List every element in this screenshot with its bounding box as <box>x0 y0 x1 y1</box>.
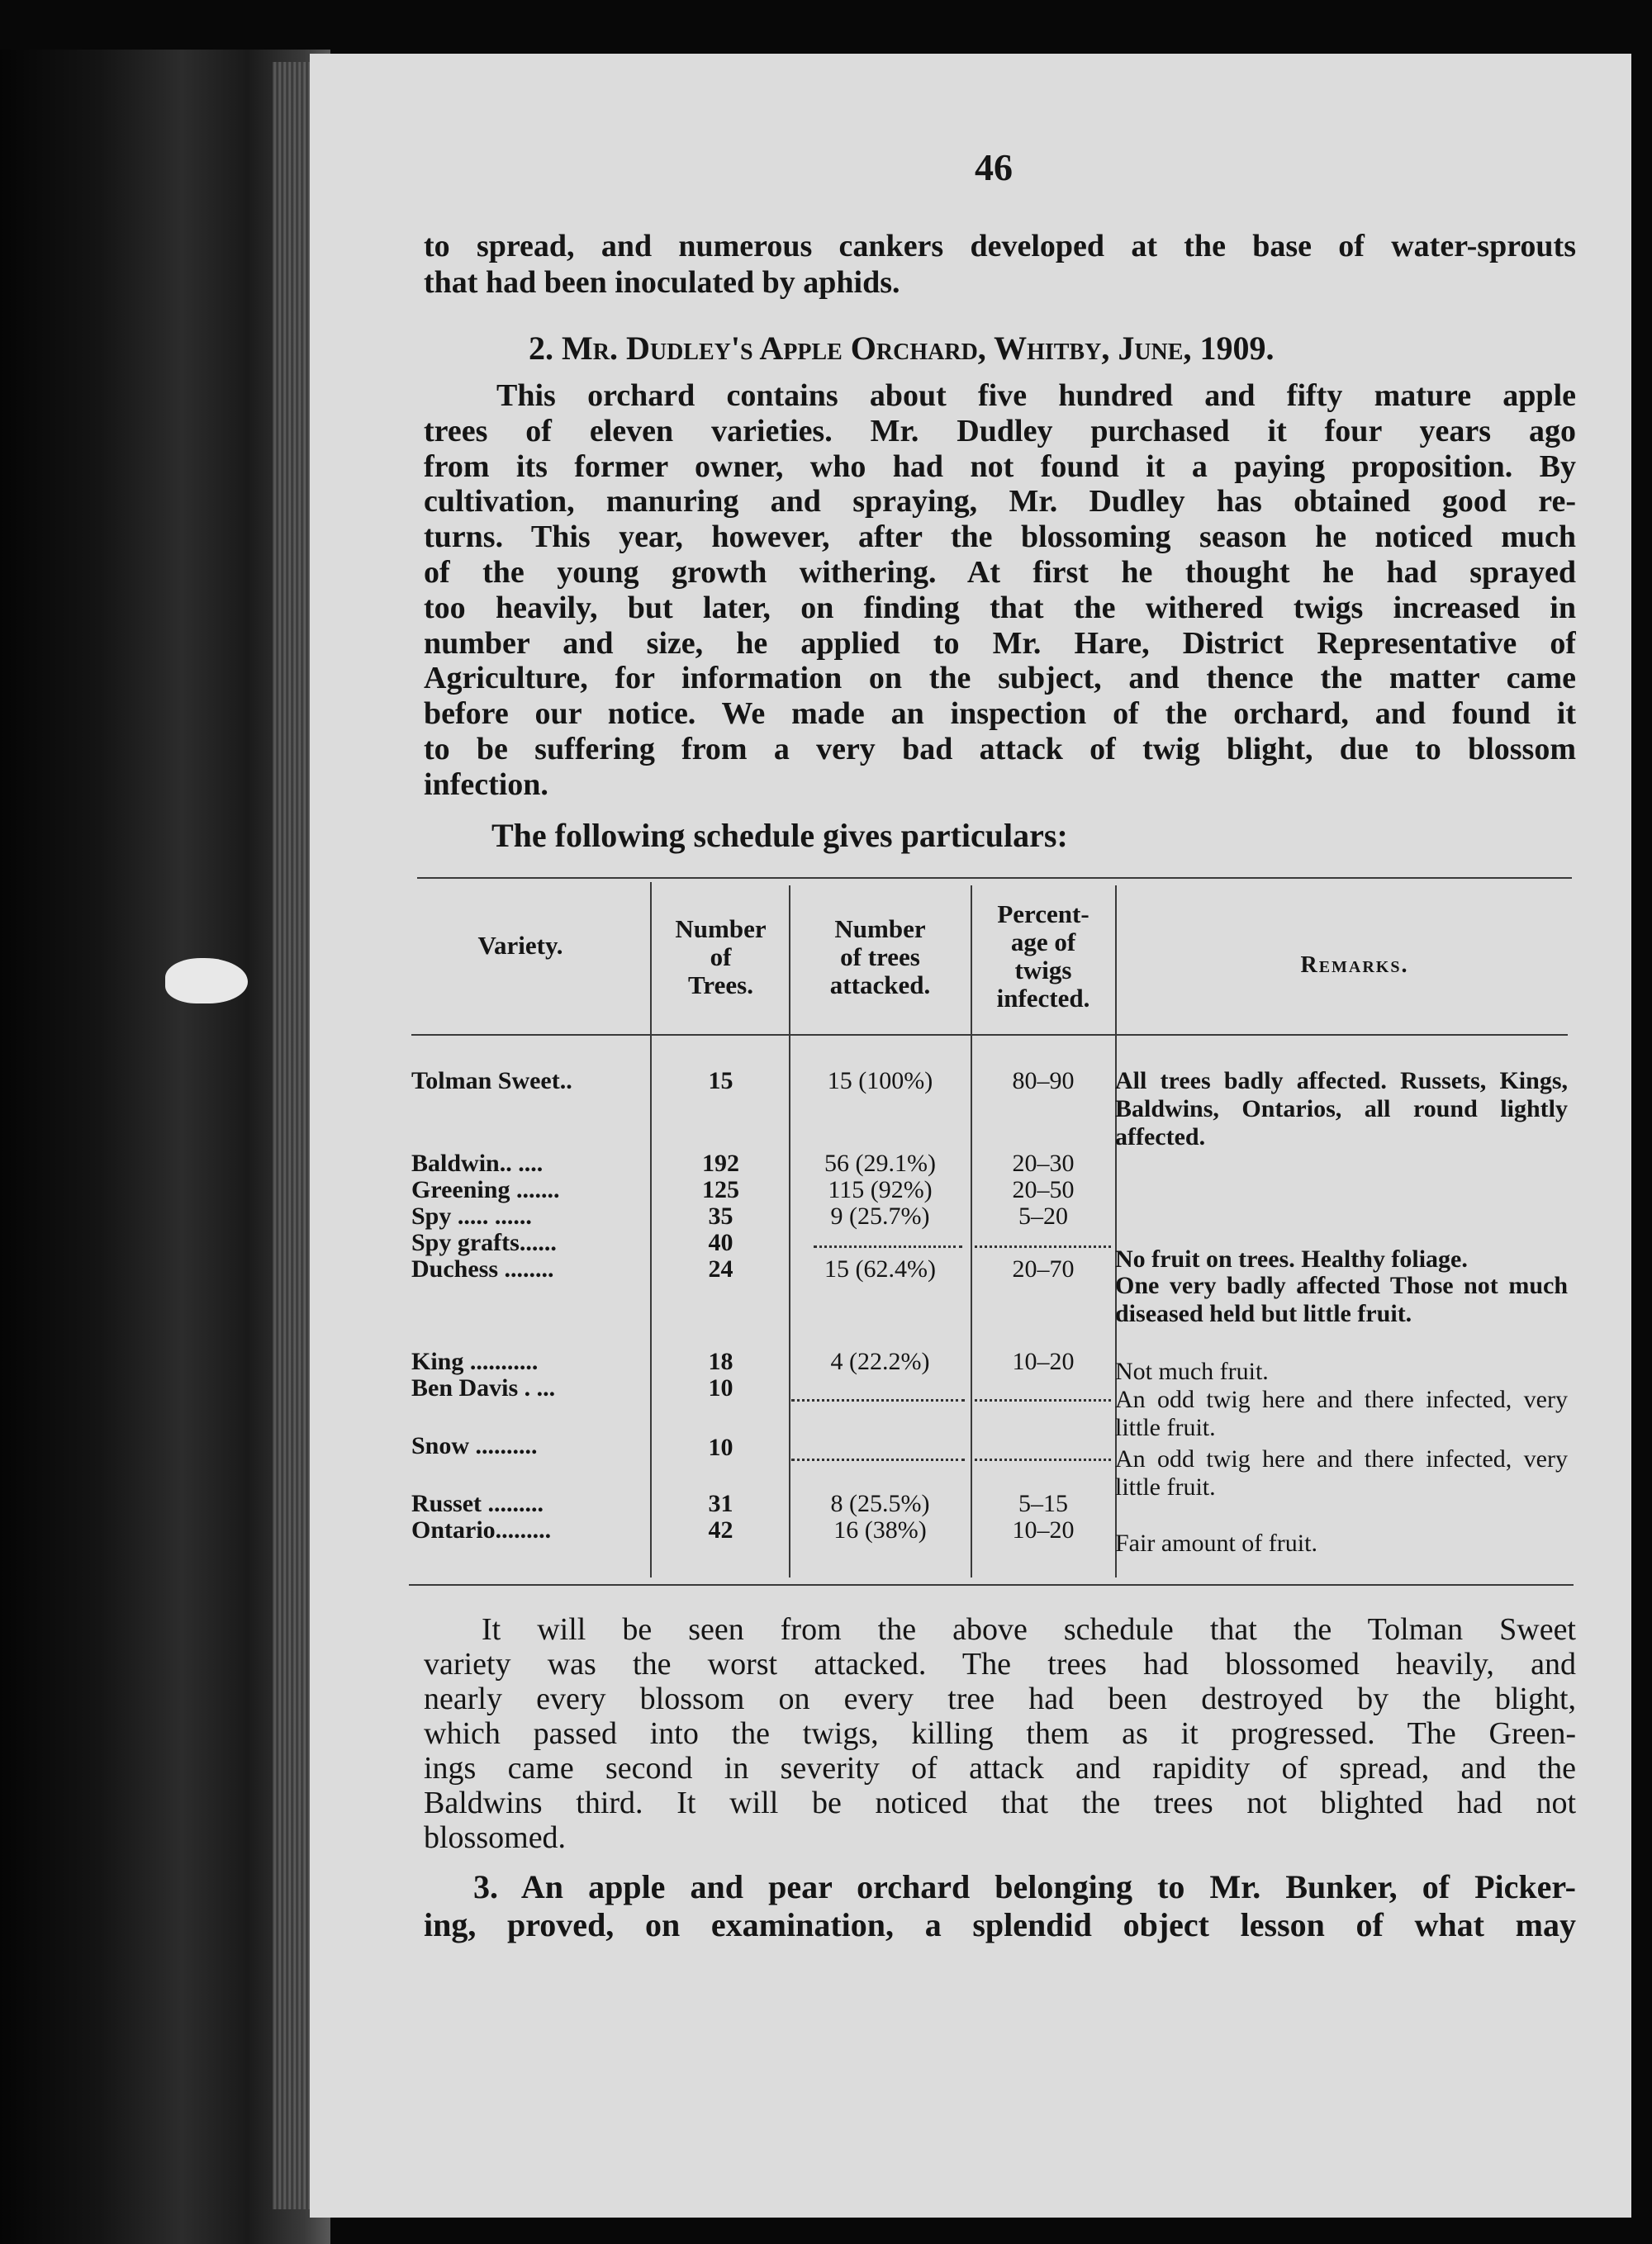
cell-variety: Tolman Sweet.. <box>411 1067 572 1094</box>
cell-percent: 20–70 <box>1012 1255 1075 1283</box>
cell-attacked: 15 (100%) <box>827 1067 933 1094</box>
paragraph-bunker-orchard <box>424 1868 1576 1944</box>
cell-trees: 24 <box>708 1255 733 1283</box>
text-line: blossomed. <box>424 1820 567 1855</box>
header-line: Number <box>834 914 926 943</box>
header-line: Trees. <box>688 970 753 999</box>
cell-attacked: 115 (92%) <box>828 1176 933 1203</box>
section-heading: 2. Mr. Dudley's Apple Orchard, Whitby, June, 1909. <box>529 330 1275 367</box>
text-line: variety was the worst attacked. The trees had blossomed heavily, and <box>424 1647 1576 1682</box>
cell-trees: 42 <box>708 1516 733 1544</box>
cell-variety: Duchess ........ <box>411 1255 554 1283</box>
cell-trees: 125 <box>702 1176 739 1203</box>
paragraph-orchard-description <box>424 378 1576 803</box>
cell-attacked: 15 (62.4%) <box>824 1255 936 1283</box>
column-divider <box>650 882 652 1577</box>
cell-percent: 10–20 <box>1012 1348 1075 1375</box>
binding-mark <box>165 958 248 1003</box>
cell-variety: Spy ..... ...... <box>411 1203 532 1230</box>
header-line: of <box>710 942 732 971</box>
text-line: turns. This year, however, after the blossoming season he noticed much <box>424 519 1576 555</box>
intro-paragraph <box>424 228 1576 301</box>
cell-attacked: 4 (22.2%) <box>830 1348 930 1375</box>
header-line: twigs <box>1014 956 1072 984</box>
cell-variety: Ontario......... <box>411 1516 552 1544</box>
dot-leader <box>791 1399 965 1402</box>
cell-variety: Baldwin.. .... <box>411 1150 544 1177</box>
cell-trees: 40 <box>708 1229 733 1256</box>
cell-trees: 35 <box>708 1203 733 1230</box>
cell-trees: 10 <box>708 1434 733 1461</box>
dot-leader <box>975 1399 1111 1402</box>
remark-text: An odd twig here and there infected, very little fruit. <box>1115 1386 1568 1441</box>
text-line: of the young growth withering. At first he thought he had sprayed <box>424 554 1576 590</box>
text-line: before our notice. We made an inspection of the orchard, and found it <box>424 696 1576 732</box>
text-line: Agriculture, for information on the subject, and thence the matter came <box>424 661 1576 696</box>
header-line: of trees <box>840 942 920 971</box>
cell-percent: 20–30 <box>1012 1150 1075 1177</box>
header-line: attacked. <box>829 970 931 999</box>
schedule-intro: The following schedule gives particulars: <box>491 817 1068 854</box>
cell-trees: 10 <box>708 1374 733 1402</box>
cell-variety: Spy grafts...... <box>411 1229 557 1256</box>
header-remarks: Remarks. <box>1300 952 1409 978</box>
text-line: ing, proved, on examination, a splendid object lesson of what may <box>424 1906 1576 1943</box>
cell-percent: 5–15 <box>1018 1490 1068 1517</box>
cell-attacked: 16 (38%) <box>833 1516 927 1544</box>
remark-text: All trees badly affected. Russets, Kings, Baldwins, Ontarios, all round lightly affected. <box>1115 1067 1568 1150</box>
cell-attacked: 56 (29.1%) <box>824 1150 936 1177</box>
text-line: cultivation, manuring and spraying, Mr. Dudley has obtained good re- <box>424 484 1576 519</box>
remark-text: An odd twig here and there infected, very little fruit. <box>1115 1445 1568 1501</box>
text-line: infection. <box>424 766 548 802</box>
table-header-rule <box>411 1034 1568 1036</box>
column-divider <box>789 885 790 1577</box>
cell-attacked: 9 (25.7%) <box>830 1203 930 1230</box>
remark-text: Fair amount of fruit. <box>1115 1530 1317 1557</box>
cell-trees: 192 <box>702 1150 739 1177</box>
text-line: 3. An apple and pear orchard belonging to Mr. Bunker, of Picker- <box>473 1868 1576 1905</box>
header-line: Number <box>675 914 767 943</box>
text-line: number and size, he applied to Mr. Hare, District Representative of <box>424 625 1576 661</box>
text-line: ings came second in severity of attack and rapidity of spread, and the <box>424 1751 1576 1786</box>
cell-attacked: 8 (25.5%) <box>830 1490 930 1517</box>
cell-percent: 10–20 <box>1012 1516 1075 1544</box>
header-line: age of <box>1010 927 1076 956</box>
text-line: that had been inoculated by aphids. <box>424 265 900 300</box>
cell-variety: King ........... <box>411 1348 539 1375</box>
text-line: This orchard contains about five hundred and fifty mature apple <box>496 378 1576 413</box>
cell-trees: 18 <box>708 1348 733 1375</box>
cell-variety: Greening ....... <box>411 1176 560 1203</box>
header-number-attacked <box>791 915 969 999</box>
text-line: from its former owner, who had not found it a paying proposition. By <box>424 448 1576 484</box>
header-line: infected. <box>996 984 1090 1013</box>
header-line: Percent- <box>997 899 1089 928</box>
text-line: to be suffering from a very bad attack of twig blight, due to blossom <box>424 731 1576 766</box>
text-line: It will be seen from the above schedule that the Tolman Sweet <box>482 1612 1576 1647</box>
cell-variety: Russet ......... <box>411 1490 544 1517</box>
remark-text: No fruit on trees. Healthy foliage. <box>1115 1245 1468 1273</box>
text-line: too heavily, but later, on finding that the withered twigs increased in <box>424 590 1576 625</box>
header-percentage <box>973 900 1113 1013</box>
cell-variety: Ben Davis . ... <box>411 1374 556 1402</box>
cell-trees: 31 <box>708 1490 733 1517</box>
header-number-trees <box>653 915 789 999</box>
page-number: 46 <box>975 146 1013 188</box>
dot-leader <box>814 1245 962 1248</box>
dot-leader <box>975 1459 1111 1461</box>
table-bottom-rule <box>409 1584 1574 1586</box>
cell-percent: 20–50 <box>1012 1176 1075 1203</box>
column-divider <box>971 885 972 1577</box>
table-top-rule <box>417 877 1572 879</box>
cell-trees: 15 <box>708 1067 733 1094</box>
cell-variety: Snow .......... <box>411 1432 538 1459</box>
dot-leader <box>791 1459 965 1461</box>
page-edges <box>273 62 314 2209</box>
text-line: which passed into the twigs, killing them as it progressed. The Green- <box>424 1716 1576 1751</box>
dot-leader <box>975 1245 1111 1248</box>
paragraph-schedule-discussion <box>424 1612 1576 1855</box>
text-line: trees of eleven varieties. Mr. Dudley purchased it four years ago <box>424 413 1576 448</box>
remark-text: One very badly affected Those not much diseased held but little fruit. <box>1115 1272 1568 1327</box>
remark-text: Not much fruit. <box>1115 1358 1269 1385</box>
cell-percent: 5–20 <box>1018 1203 1068 1230</box>
header-variety: Variety. <box>477 931 563 960</box>
text-line: Baldwins third. It will be noticed that the trees not blighted had not <box>424 1786 1576 1820</box>
text-line: nearly every blossom on every tree had been destroyed by the blight, <box>424 1682 1576 1716</box>
text-line: to spread, and numerous cankers developed at the base of water-sprouts <box>424 229 1576 263</box>
cell-percent: 80–90 <box>1012 1067 1075 1094</box>
